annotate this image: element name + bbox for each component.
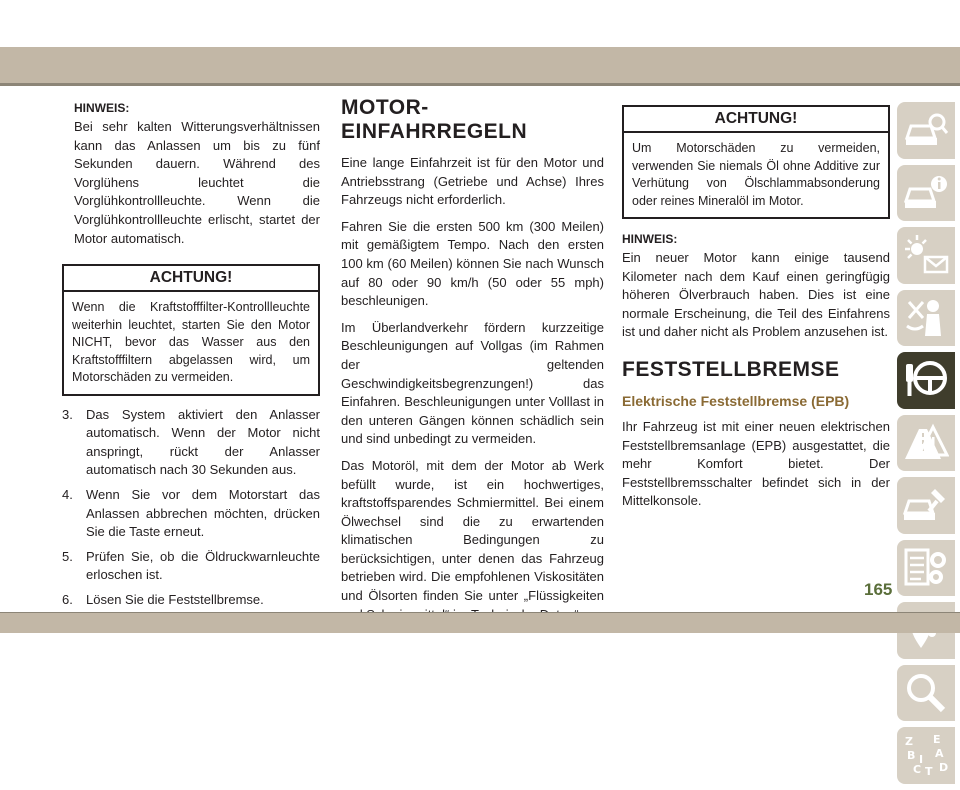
- note-text: Bei sehr kalten Witterungsverhältnissen kann das Anlassen um bis zu fünf Sekunden dauern. Während des Vorglühens leuchtet die Vorglühkontrollleuchte. Wenn die Vorglühkontrollleuchte erlischt, startet der Motor automatisch.: [74, 119, 320, 246]
- paragraph: Ihr Fahrzeug ist mit einer neuen elektrischen Feststellbremsanlage (EPB) ausgestattet, die mehr Komfort bietet. Der Feststellbremsschalter befindet sich in der Mittelkonsole.: [622, 418, 890, 509]
- column-middle: [341, 96, 604, 632]
- list-item: [62, 548, 320, 585]
- index-letter: C: [913, 763, 922, 776]
- column-left: [62, 100, 320, 616]
- note-text: Ein neuer Motor kann einige tausend Kilometer nach dem Kauf einen geringfügig höheren Ölverbrauch haben. Dies ist eine normale Erscheinung, die Teil des Einfahrens ist und daher nicht als Problem anzusehen ist.: [622, 250, 890, 340]
- tab-light-message[interactable]: [897, 227, 955, 284]
- paragraph: Eine lange Einfahrzeit ist für den Motor und Antriebsstrang (Getriebe und Achse) Ihres Fahrzeugs nicht erforderlich.: [341, 155, 604, 208]
- list-item: [62, 591, 320, 610]
- footer-band: [0, 613, 960, 633]
- header-band: [0, 47, 960, 83]
- checklist-gears-icon: [903, 546, 949, 590]
- step-text: Das System aktiviert den Anlasser automatisch. Wenn der Motor nicht anspringt, rückt der Anlasser automatisch nach 30 Sekunden aus.: [86, 406, 320, 478]
- index-letter: B: [907, 749, 916, 762]
- header-rule: [0, 83, 960, 86]
- note-label: HINWEIS:: [622, 232, 678, 246]
- step-number: 4.: [62, 487, 73, 503]
- roadside-warning-icon: [903, 421, 949, 465]
- airbag-safety-icon: [903, 296, 949, 340]
- index-letter: I: [919, 753, 924, 766]
- caution-box: [622, 105, 890, 219]
- tab-car-service[interactable]: [897, 477, 955, 534]
- step-text: Prüfen Sie, ob die Öldruckwarnleuchte erloschen ist.: [86, 548, 320, 583]
- step-number: 6.: [62, 592, 73, 607]
- note-label: HINWEIS:: [74, 101, 130, 115]
- tab-magnifier[interactable]: [897, 665, 955, 722]
- step-number: 3.: [62, 406, 73, 422]
- tab-index[interactable]: [897, 727, 955, 784]
- page-number: 165: [864, 580, 893, 599]
- caution-title: ACHTUNG!: [624, 107, 888, 133]
- car-info-icon: [903, 171, 949, 215]
- subsection-heading: Elektrische Feststellbremse (EPB): [622, 392, 850, 409]
- step-text: Lösen Sie die Feststellbremse.: [86, 592, 264, 607]
- step-list: [62, 406, 320, 610]
- car-search-icon: [903, 108, 949, 152]
- list-item: [62, 406, 320, 480]
- tab-checklist-gears[interactable]: [897, 540, 955, 597]
- tab-car-info[interactable]: [897, 165, 955, 222]
- magnifier-icon: [903, 671, 949, 715]
- index-letter: Z: [905, 735, 913, 748]
- index-letter: D: [939, 761, 949, 774]
- chapter-tabs: [897, 102, 960, 790]
- steering-wheel-key-icon: [903, 358, 949, 402]
- section-heading: MOTOR-EINFAHRREGELN: [341, 96, 528, 143]
- index-letters-icon: [903, 733, 949, 777]
- step-number: 5.: [62, 548, 73, 564]
- caution-box: [62, 264, 320, 396]
- caution-text: Um Motorschäden zu vermeiden, verwenden Sie niemals Öl ohne Additive zur Verhütung von Ölschlammabsonderung oder reines Mineralöl im Motor.: [632, 141, 880, 208]
- tab-car-search[interactable]: [897, 102, 955, 159]
- index-letter: A: [935, 747, 944, 760]
- section-heading: FESTSTELLBREMSE: [622, 357, 840, 381]
- paragraph: Im Überlandverkehr fördern kurzzeitige Beschleunigungen auf Vollgas (im Rahmen der geltenden Geschwindigkeitsbegrenzungen!) das Einfahren. Beschleunigungen unter Volllast in den unteren Gängen können schädlich sein und sind unbedingt zu vermeiden.: [341, 319, 604, 447]
- step-text: Wenn Sie vor dem Motorstart das Anlassen abbrechen möchten, drücken Sie die Taste erneut.: [86, 487, 320, 540]
- paragraph: Das Motoröl, mit dem der Motor ab Werk befüllt wurde, ist ein hochwertiges, kraftstoffsparendes Schmiermittel. Bei einem Ölwechsel sind die zu erwartenden klimatischen Bedingungen zu berücksichtigen, unter denen das Fahrzeug betrieben wird. Die empfohlenen Viskositäten und Ölsorten finden Sie unter „Flüssigkeiten: [341, 457, 604, 604]
- caution-title: ACHTUNG!: [64, 266, 318, 292]
- caution-text: Wenn die Kraftstofffilter-Kontrollleuchte weiterhin leuchtet, starten Sie den Motor NICHT, bevor das Wasser aus den Kraftstofffiltern abgelassen wird, um Motorschäden zu vermeiden.: [72, 300, 310, 385]
- list-item: [62, 486, 320, 542]
- index-letter: E: [933, 733, 941, 746]
- paragraph: Fahren Sie die ersten 500 km (300 Meilen) mit gemäßigtem Tempo. Nach den ersten 100 km (60 Meilen) können Sie nach Wunsch auf 80 oder 90 km/h (50 oder 55 mph) beschleunigen.: [341, 218, 604, 309]
- tab-airbag-safety[interactable]: [897, 290, 955, 347]
- car-service-icon: [903, 483, 949, 527]
- tab-starting-driving[interactable]: [897, 352, 955, 409]
- light-message-icon: [903, 233, 949, 277]
- index-letter: T: [925, 765, 933, 777]
- tab-roadside-warning[interactable]: [897, 415, 955, 472]
- column-right: [622, 100, 890, 511]
